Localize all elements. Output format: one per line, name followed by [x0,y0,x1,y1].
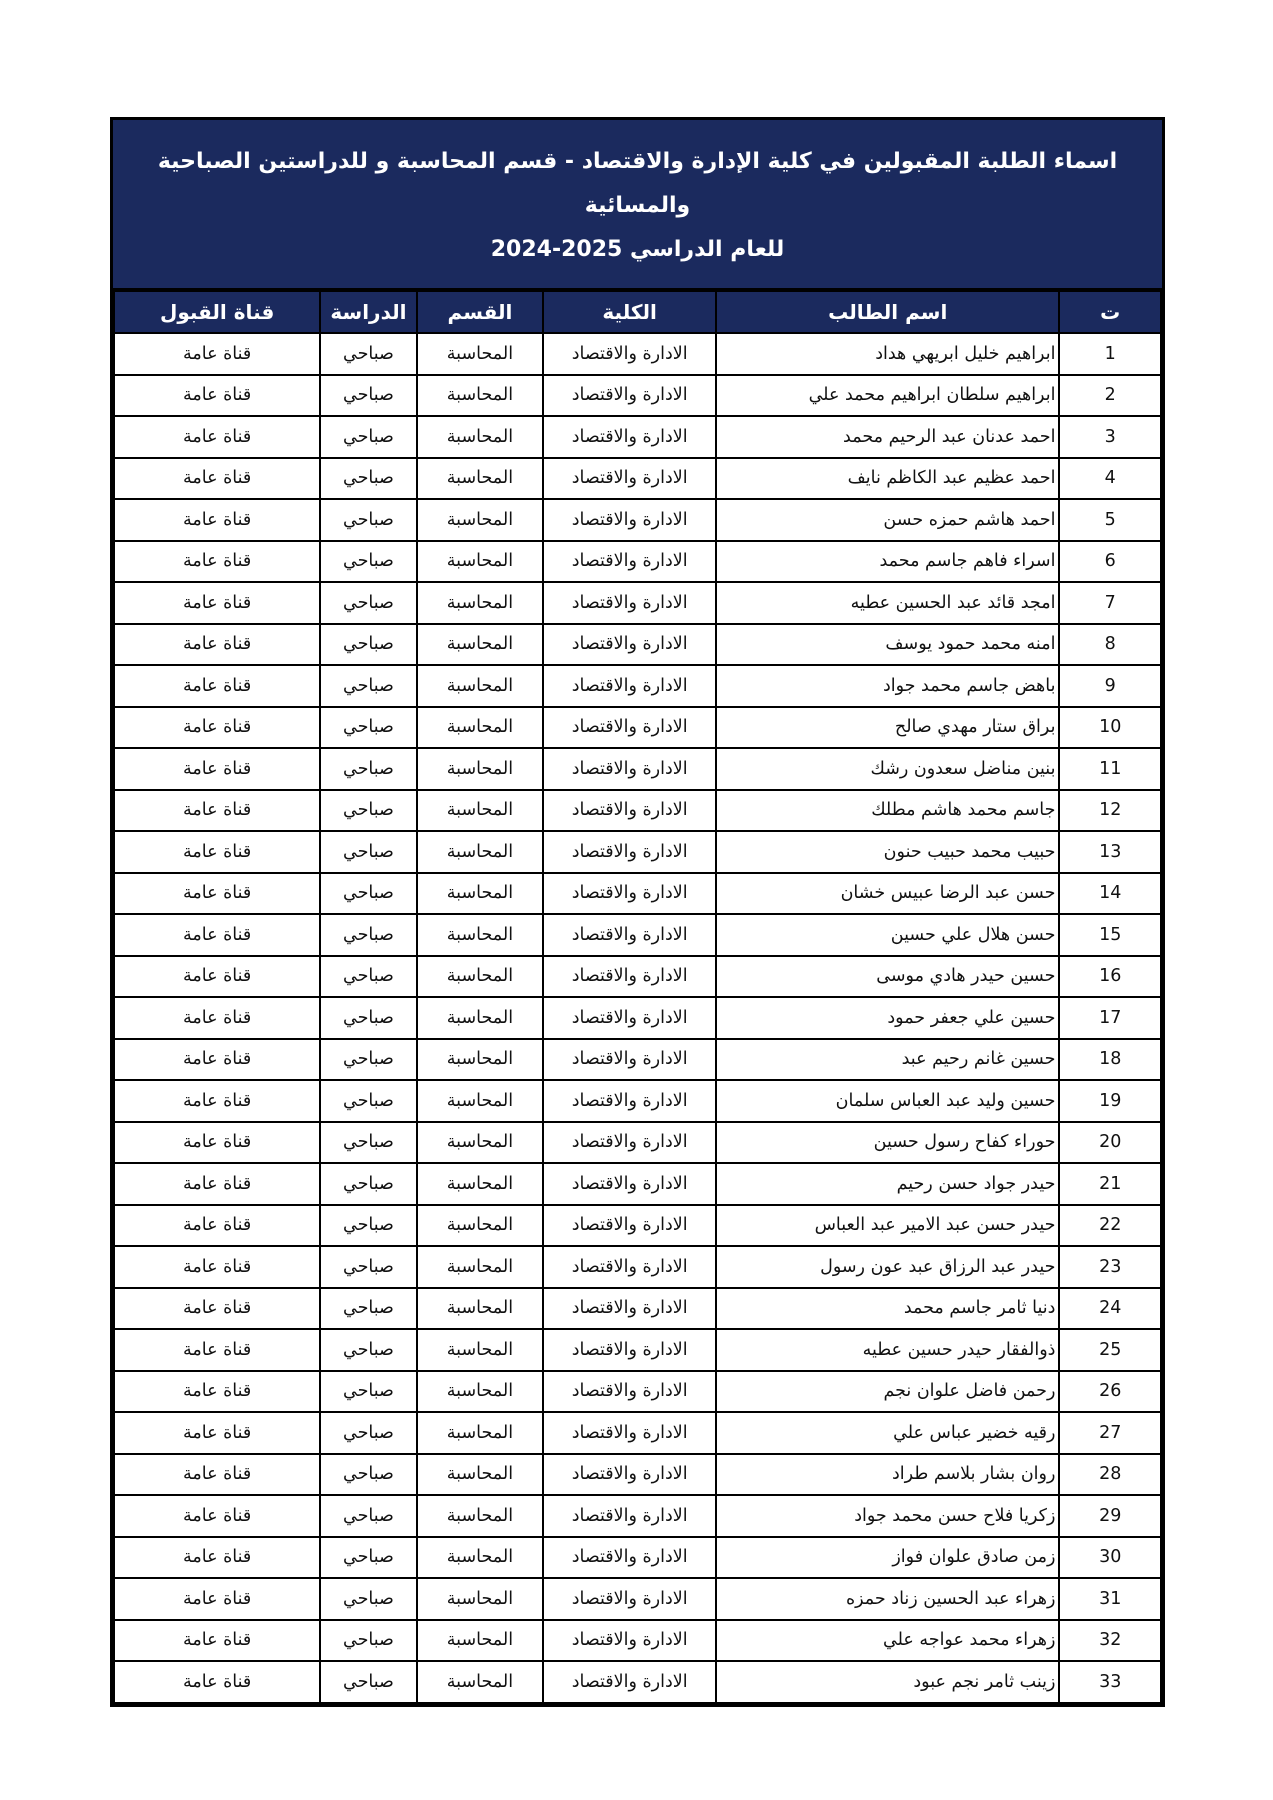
cell-college: الادارة والاقتصاد [543,416,716,458]
cell-student-name: دنيا ثامر جاسم محمد [716,1288,1059,1330]
cell-student-name: احمد عدنان عبد الرحيم محمد [716,416,1059,458]
cell-index: 9 [1059,665,1161,707]
title-line-2: للعام الدراسي 2025-2024 [490,237,785,262]
cell-department: المحاسبة [417,375,544,417]
cell-channel: قناة عامة [114,914,320,956]
table-row [114,1454,1161,1496]
table-title [113,120,1162,290]
cell-channel: قناة عامة [114,375,320,417]
cell-department: المحاسبة [417,624,544,666]
cell-study: صباحي [320,914,416,956]
cell-study: صباحي [320,1122,416,1164]
title-line-1: اسماء الطلبة المقبولين في كلية الإدارة والاقتصاد - قسم المحاسبة و للدراستين الصباحية والمسائية [157,149,1118,218]
cell-student-name: حسين وليد عبد العباس سلمان [716,1080,1059,1122]
cell-study: صباحي [320,790,416,832]
cell-student-name: حسين حيدر هادي موسى [716,956,1059,998]
cell-index: 15 [1059,914,1161,956]
cell-college: الادارة والاقتصاد [543,582,716,624]
cell-channel: قناة عامة [114,707,320,749]
cell-student-name: بنين مناضل سعدون رشك [716,748,1059,790]
cell-department: المحاسبة [417,1412,544,1454]
table-row [114,790,1161,832]
cell-student-name: احمد عظيم عبد الكاظم نايف [716,458,1059,500]
cell-study: صباحي [320,624,416,666]
cell-college: الادارة والاقتصاد [543,1080,716,1122]
cell-student-name: زهراء محمد عواجه علي [716,1620,1059,1662]
cell-study: صباحي [320,831,416,873]
cell-channel: قناة عامة [114,748,320,790]
cell-index: 3 [1059,416,1161,458]
cell-index: 13 [1059,831,1161,873]
cell-college: الادارة والاقتصاد [543,1205,716,1247]
cell-student-name: امجد قائد عبد الحسين عطيه [716,582,1059,624]
cell-study: صباحي [320,707,416,749]
cell-study: صباحي [320,997,416,1039]
cell-index: 2 [1059,375,1161,417]
cell-department: المحاسبة [417,1246,544,1288]
cell-student-name: حسين غانم رحيم عبد [716,1039,1059,1081]
col-header-channel: قناة القبول [114,291,320,333]
cell-index: 17 [1059,997,1161,1039]
cell-department: المحاسبة [417,831,544,873]
cell-college: الادارة والاقتصاد [543,956,716,998]
cell-department: المحاسبة [417,956,544,998]
cell-department: المحاسبة [417,1329,544,1371]
table-row [114,1578,1161,1620]
cell-study: صباحي [320,1578,416,1620]
cell-channel: قناة عامة [114,1288,320,1330]
cell-college: الادارة والاقتصاد [543,665,716,707]
cell-index: 29 [1059,1495,1161,1537]
cell-college: الادارة والاقتصاد [543,790,716,832]
cell-student-name: احمد هاشم حمزه حسن [716,499,1059,541]
cell-college: الادارة والاقتصاد [543,1163,716,1205]
cell-study: صباحي [320,582,416,624]
cell-study: صباحي [320,1329,416,1371]
cell-student-name: روان بشار بلاسم طراد [716,1454,1059,1496]
cell-channel: قناة عامة [114,1661,320,1703]
cell-student-name: حبيب محمد حبيب حنون [716,831,1059,873]
cell-study: صباحي [320,541,416,583]
cell-index: 23 [1059,1246,1161,1288]
cell-channel: قناة عامة [114,1080,320,1122]
cell-index: 14 [1059,873,1161,915]
cell-study: صباحي [320,1288,416,1330]
cell-department: المحاسبة [417,582,544,624]
cell-student-name: رقيه خضير عباس علي [716,1412,1059,1454]
cell-college: الادارة والاقتصاد [543,1288,716,1330]
cell-department: المحاسبة [417,458,544,500]
cell-channel: قناة عامة [114,1246,320,1288]
cell-study: صباحي [320,333,416,375]
cell-index: 28 [1059,1454,1161,1496]
cell-student-name: حسن هلال علي حسين [716,914,1059,956]
cell-index: 22 [1059,1205,1161,1247]
cell-study: صباحي [320,873,416,915]
cell-channel: قناة عامة [114,1454,320,1496]
table-header-row [114,291,1161,333]
cell-college: الادارة والاقتصاد [543,1537,716,1579]
cell-department: المحاسبة [417,1039,544,1081]
cell-department: المحاسبة [417,541,544,583]
cell-department: المحاسبة [417,1578,544,1620]
cell-channel: قناة عامة [114,1412,320,1454]
cell-student-name: حيدر عبد الرزاق عبد عون رسول [716,1246,1059,1288]
table-row [114,1163,1161,1205]
cell-study: صباحي [320,499,416,541]
cell-index: 32 [1059,1620,1161,1662]
students-table-body [114,333,1161,1703]
cell-index: 21 [1059,1163,1161,1205]
cell-channel: قناة عامة [114,582,320,624]
cell-student-name: زمن صادق علوان فواز [716,1537,1059,1579]
cell-channel: قناة عامة [114,956,320,998]
cell-department: المحاسبة [417,1371,544,1413]
cell-channel: قناة عامة [114,1620,320,1662]
cell-department: المحاسبة [417,1495,544,1537]
table-row [114,333,1161,375]
cell-department: المحاسبة [417,748,544,790]
cell-college: الادارة والاقتصاد [543,1246,716,1288]
cell-channel: قناة عامة [114,997,320,1039]
cell-college: الادارة والاقتصاد [543,1578,716,1620]
table-row [114,914,1161,956]
cell-college: الادارة والاقتصاد [543,831,716,873]
table-row [114,873,1161,915]
cell-index: 27 [1059,1412,1161,1454]
cell-channel: قناة عامة [114,1122,320,1164]
table-row [114,1122,1161,1164]
cell-channel: قناة عامة [114,1578,320,1620]
students-table [113,290,1162,1704]
table-row [114,499,1161,541]
table-row [114,541,1161,583]
cell-college: الادارة والاقتصاد [543,1620,716,1662]
cell-student-name: حوراء كفاح رسول حسين [716,1122,1059,1164]
cell-study: صباحي [320,1661,416,1703]
cell-department: المحاسبة [417,1620,544,1662]
cell-student-name: حيدر حسن عبد الامير عبد العباس [716,1205,1059,1247]
cell-department: المحاسبة [417,873,544,915]
cell-channel: قناة عامة [114,1329,320,1371]
cell-student-name: حسن عبد الرضا عبيس خشان [716,873,1059,915]
cell-student-name: زهراء عبد الحسين زناد حمزه [716,1578,1059,1620]
cell-index: 20 [1059,1122,1161,1164]
cell-college: الادارة والاقتصاد [543,541,716,583]
cell-college: الادارة والاقتصاد [543,1371,716,1413]
cell-student-name: زكريا فلاح حسن محمد جواد [716,1495,1059,1537]
cell-department: المحاسبة [417,997,544,1039]
cell-department: المحاسبة [417,1454,544,1496]
cell-index: 19 [1059,1080,1161,1122]
cell-channel: قناة عامة [114,1039,320,1081]
table-row [114,1495,1161,1537]
cell-department: المحاسبة [417,1163,544,1205]
cell-student-name: جاسم محمد هاشم مطلك [716,790,1059,832]
cell-college: الادارة والاقتصاد [543,375,716,417]
cell-index: 8 [1059,624,1161,666]
cell-study: صباحي [320,1495,416,1537]
cell-study: صباحي [320,375,416,417]
cell-channel: قناة عامة [114,831,320,873]
cell-student-name: زينب ثامر نجم عبود [716,1661,1059,1703]
table-row [114,1412,1161,1454]
admissions-table-container [110,117,1165,1707]
cell-study: صباحي [320,1246,416,1288]
cell-department: المحاسبة [417,1537,544,1579]
cell-college: الادارة والاقتصاد [543,1495,716,1537]
cell-student-name: حسين علي جعفر حمود [716,997,1059,1039]
cell-student-name: حيدر جواد حسن رحيم [716,1163,1059,1205]
table-row [114,707,1161,749]
cell-department: المحاسبة [417,665,544,707]
table-row [114,1288,1161,1330]
cell-study: صباحي [320,1039,416,1081]
cell-index: 18 [1059,1039,1161,1081]
table-row [114,458,1161,500]
cell-student-name: رحمن فاضل علوان نجم [716,1371,1059,1413]
cell-department: المحاسبة [417,790,544,832]
cell-channel: قناة عامة [114,1163,320,1205]
cell-college: الادارة والاقتصاد [543,914,716,956]
cell-index: 25 [1059,1329,1161,1371]
cell-study: صباحي [320,748,416,790]
cell-study: صباحي [320,1163,416,1205]
cell-channel: قناة عامة [114,1371,320,1413]
cell-index: 16 [1059,956,1161,998]
cell-index: 10 [1059,707,1161,749]
cell-college: الادارة والاقتصاد [543,624,716,666]
cell-student-name: باهض جاسم محمد جواد [716,665,1059,707]
cell-channel: قناة عامة [114,873,320,915]
cell-study: صباحي [320,1412,416,1454]
cell-study: صباحي [320,956,416,998]
table-row [114,665,1161,707]
col-header-college: الكلية [543,291,716,333]
cell-channel: قناة عامة [114,1205,320,1247]
cell-channel: قناة عامة [114,624,320,666]
table-row [114,956,1161,998]
cell-channel: قناة عامة [114,333,320,375]
cell-department: المحاسبة [417,499,544,541]
cell-student-name: اسراء فاهم جاسم محمد [716,541,1059,583]
cell-index: 30 [1059,1537,1161,1579]
cell-channel: قناة عامة [114,541,320,583]
cell-student-name: امنه محمد حمود يوسف [716,624,1059,666]
cell-index: 1 [1059,333,1161,375]
cell-index: 24 [1059,1288,1161,1330]
table-row [114,1039,1161,1081]
cell-department: المحاسبة [417,1661,544,1703]
table-row [114,582,1161,624]
cell-college: الادارة والاقتصاد [543,997,716,1039]
cell-index: 12 [1059,790,1161,832]
cell-college: الادارة والاقتصاد [543,707,716,749]
cell-index: 11 [1059,748,1161,790]
cell-department: المحاسبة [417,416,544,458]
cell-student-name: ابراهيم سلطان ابراهيم محمد علي [716,375,1059,417]
cell-channel: قناة عامة [114,416,320,458]
cell-department: المحاسبة [417,1080,544,1122]
table-row [114,831,1161,873]
cell-channel: قناة عامة [114,499,320,541]
cell-department: المحاسبة [417,1122,544,1164]
cell-channel: قناة عامة [114,458,320,500]
table-row [114,748,1161,790]
table-row [114,1537,1161,1579]
cell-index: 7 [1059,582,1161,624]
cell-college: الادارة والاقتصاد [543,1412,716,1454]
table-row [114,416,1161,458]
cell-college: الادارة والاقتصاد [543,873,716,915]
cell-channel: قناة عامة [114,1537,320,1579]
cell-channel: قناة عامة [114,1495,320,1537]
table-row [114,1205,1161,1247]
table-row [114,375,1161,417]
cell-department: المحاسبة [417,707,544,749]
cell-department: المحاسبة [417,914,544,956]
cell-department: المحاسبة [417,1205,544,1247]
cell-college: الادارة والاقتصاد [543,333,716,375]
cell-college: الادارة والاقتصاد [543,748,716,790]
table-row [114,1371,1161,1413]
cell-index: 6 [1059,541,1161,583]
table-row [114,1329,1161,1371]
cell-study: صباحي [320,1371,416,1413]
cell-study: صباحي [320,1080,416,1122]
col-header-index: ت [1059,291,1161,333]
cell-study: صباحي [320,458,416,500]
cell-college: الادارة والاقتصاد [543,499,716,541]
cell-college: الادارة والاقتصاد [543,458,716,500]
cell-department: المحاسبة [417,1288,544,1330]
cell-college: الادارة والاقتصاد [543,1661,716,1703]
table-row [114,1080,1161,1122]
table-row [114,1246,1161,1288]
table-row [114,1620,1161,1662]
cell-channel: قناة عامة [114,790,320,832]
cell-college: الادارة والاقتصاد [543,1039,716,1081]
col-header-study: الدراسة [320,291,416,333]
cell-study: صباحي [320,1537,416,1579]
table-row [114,624,1161,666]
col-header-name: اسم الطالب [716,291,1059,333]
cell-index: 33 [1059,1661,1161,1703]
cell-index: 5 [1059,499,1161,541]
cell-study: صباحي [320,665,416,707]
cell-student-name: ذوالفقار حيدر حسين عطيه [716,1329,1059,1371]
cell-student-name: براق ستار مهدي صالح [716,707,1059,749]
cell-index: 4 [1059,458,1161,500]
cell-channel: قناة عامة [114,665,320,707]
cell-index: 31 [1059,1578,1161,1620]
col-header-department: القسم [417,291,544,333]
cell-study: صباحي [320,416,416,458]
cell-college: الادارة والاقتصاد [543,1454,716,1496]
cell-student-name: ابراهيم خليل ابريهي هداد [716,333,1059,375]
cell-index: 26 [1059,1371,1161,1413]
cell-study: صباحي [320,1205,416,1247]
cell-study: صباحي [320,1454,416,1496]
table-row [114,1661,1161,1703]
cell-department: المحاسبة [417,333,544,375]
table-row [114,997,1161,1039]
cell-study: صباحي [320,1620,416,1662]
cell-college: الادارة والاقتصاد [543,1329,716,1371]
cell-college: الادارة والاقتصاد [543,1122,716,1164]
